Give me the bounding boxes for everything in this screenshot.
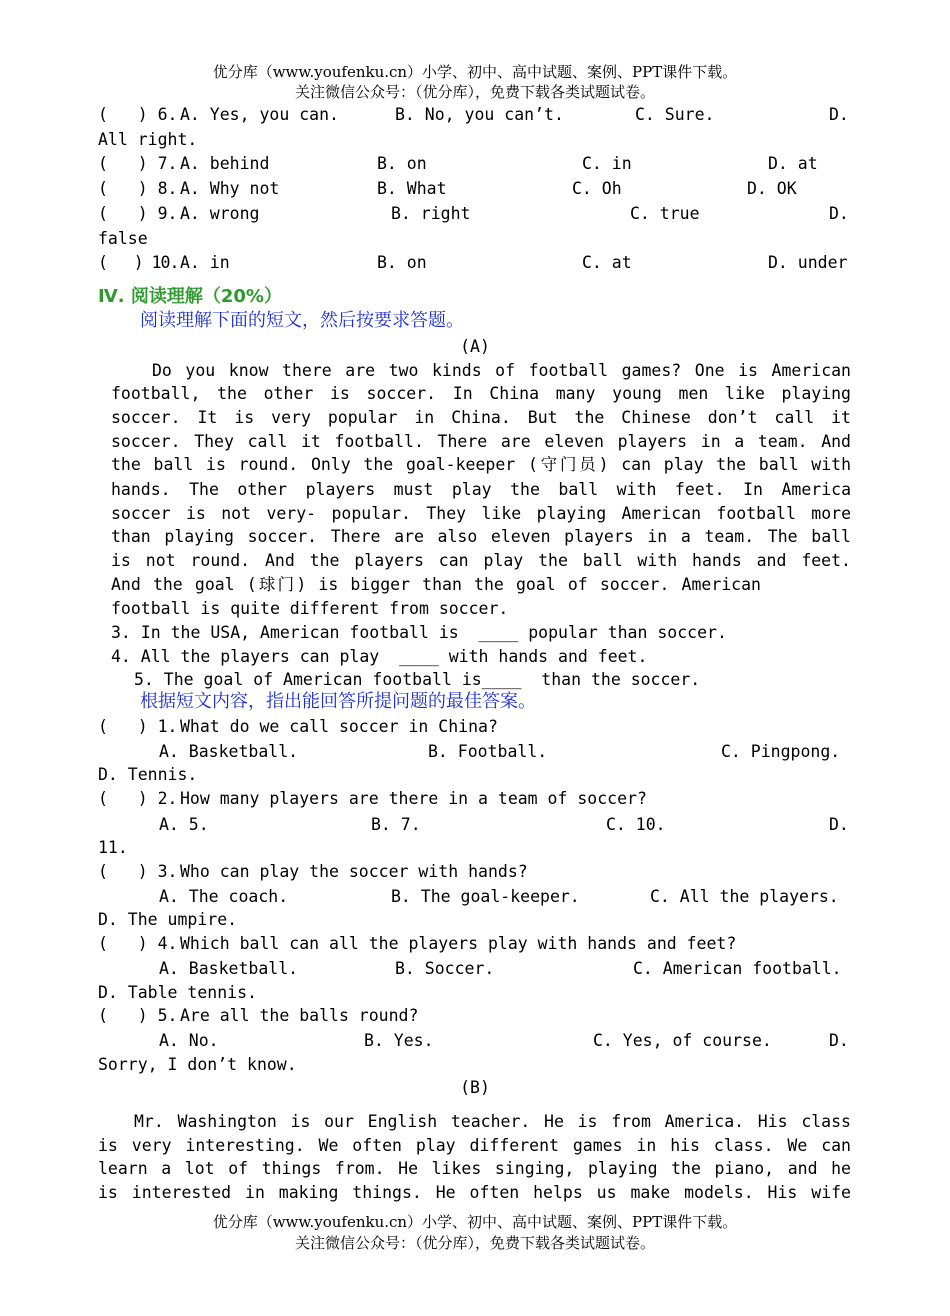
option-d: D. at: [768, 154, 818, 173]
option-c: C. American football.: [633, 959, 842, 978]
option-c: C. 10.: [606, 815, 666, 834]
question-number: ( ) 6.: [98, 105, 178, 124]
option-a: A. The coach.: [159, 887, 289, 906]
option-d: D. Tennis.: [98, 765, 198, 784]
option-a: A. wrong: [180, 204, 260, 223]
header-line-1: 优分库（www.youfenku.cn）小学、初中、高中试题、案例、PPT课件下载。: [212, 63, 738, 81]
passage-line: Do you know there are two kinds of football games? One is American: [152, 361, 851, 380]
question-number: ( ) 5.: [98, 1006, 178, 1025]
option-d: D. OK: [747, 179, 797, 198]
passage-line: football, the other is soccer. In China many young men like playing: [111, 384, 851, 403]
option-b: B. What: [377, 179, 447, 198]
passage-line: the ball is round. Only the goal-keeper (守门员) can play the ball with: [111, 455, 851, 474]
option-c: C. Yes, of course.: [593, 1031, 772, 1050]
option-d: D. Table tennis.: [98, 983, 257, 1002]
option-c: C. Pingpong.: [721, 742, 841, 761]
question-number: ( ) 8.: [98, 179, 178, 198]
passage-line: is interested in making things. He often helps us make models. His wife: [98, 1183, 851, 1202]
question-number: ( ) 7.: [98, 154, 178, 173]
option-c: C. true: [630, 204, 700, 223]
passage-line: soccer. They call it football. There are eleven players in a team. And: [111, 432, 851, 451]
footer-line-1: 优分库（www.youfenku.cn）小学、初中、高中试题、案例、PPT课件下载。: [212, 1213, 738, 1231]
option-d-text: 11.: [98, 838, 128, 857]
option-d: D.: [829, 815, 849, 834]
option-d-text: Sorry, I don’t know.: [98, 1055, 297, 1074]
section-instruction: 阅读理解下面的短文，然后按要求答题。: [140, 310, 464, 331]
option-c: C. All the players.: [650, 887, 839, 906]
fill-question-4: 4. All the players can play ____ with hands and feet.: [111, 647, 648, 666]
question-number: ( ) 4.: [98, 934, 178, 953]
passage-line: football is quite different from soccer.: [111, 599, 509, 618]
passage-line: is not round. And the players can play the ball with hands and feet.: [111, 551, 851, 570]
option-d-text: false: [98, 229, 148, 248]
passage-line: hands. The other players must play the ball with feet. In America: [111, 480, 851, 499]
option-a: A. Basketball.: [159, 742, 299, 761]
option-d: D.: [829, 105, 849, 124]
option-c: C. at: [582, 253, 632, 272]
question-text: Which ball can all the players play with hands and feet?: [180, 934, 737, 953]
option-d: D.: [829, 204, 849, 223]
question-text: What do we call soccer in China?: [180, 717, 498, 736]
question-number: ( ) 2.: [98, 789, 178, 808]
option-a: A. 5.: [159, 815, 209, 834]
option-a: A. in: [180, 253, 230, 272]
fill-question-5: 5. The goal of American football is____ than the soccer.: [134, 670, 701, 689]
option-c: C. Oh: [572, 179, 622, 198]
question-text: Who can play the soccer with hands?: [180, 862, 528, 881]
option-d: D. under: [768, 253, 848, 272]
passage-line: soccer is not very- popular. They like playing American football more: [111, 504, 851, 523]
question-number: ( ) 10.: [98, 253, 179, 272]
option-a: A. behind: [180, 154, 270, 173]
option-b: B. No, you can’t.: [395, 105, 564, 124]
passage-a-label: (A): [460, 337, 490, 356]
option-b: B. The goal-keeper.: [391, 887, 580, 906]
passage-line: soccer. It is very popular in China. But the Chinese don’t call it: [111, 408, 851, 427]
footer-line-2: 关注微信公众号：（优分库），免费下载各类试题试卷。: [294, 1234, 655, 1252]
option-a: A. No.: [159, 1031, 219, 1050]
passage-line: learn a lot of things from. He likes singing, playing the piano, and he: [98, 1159, 851, 1178]
option-d: D. The umpire.: [98, 910, 238, 929]
option-b: B. right: [391, 204, 471, 223]
question-number: ( ) 3.: [98, 862, 178, 881]
option-b: B. Yes.: [364, 1031, 434, 1050]
passage-line: is very interesting. We often play different games in his class. We can: [98, 1136, 851, 1155]
option-a: A. Basketball.: [159, 959, 299, 978]
question-text: Are all the balls round?: [180, 1006, 419, 1025]
passage-line: And the goal (球门) is bigger than the goal of soccer. American: [111, 575, 761, 594]
option-c: C. Sure.: [635, 105, 715, 124]
option-a: A. Why not: [180, 179, 280, 198]
question-text: How many players are there in a team of soccer?: [180, 789, 647, 808]
passage-line: Mr. Washington is our English teacher. He is from America. His class: [134, 1112, 851, 1131]
option-d-text: All right.: [98, 130, 198, 149]
option-b: B. on: [377, 154, 427, 173]
option-d: D.: [829, 1031, 849, 1050]
section-title: Ⅳ. 阅读理解（20%）: [98, 286, 282, 307]
option-c: C. in: [582, 154, 632, 173]
option-b: B. 7.: [371, 815, 421, 834]
passage-line: than playing soccer. There are also eleven players in a team. The ball: [111, 527, 851, 546]
option-a: A. Yes, you can.: [180, 105, 339, 124]
question-number: ( ) 9.: [98, 204, 178, 223]
option-b: B. on: [377, 253, 427, 272]
passage-b-label: (B): [460, 1078, 490, 1097]
fill-question-3: 3. In the USA, American football is ____ popular than soccer.: [111, 623, 727, 642]
question-number: ( ) 1.: [98, 717, 178, 736]
header-line-2: 关注微信公众号：（优分库），免费下载各类试题试卷。: [294, 83, 655, 101]
option-b: B. Football.: [428, 742, 548, 761]
option-b: B. Soccer.: [395, 959, 495, 978]
section-instruction-2: 根据短文内容，指出能回答所提问题的最佳答案。: [140, 691, 536, 712]
